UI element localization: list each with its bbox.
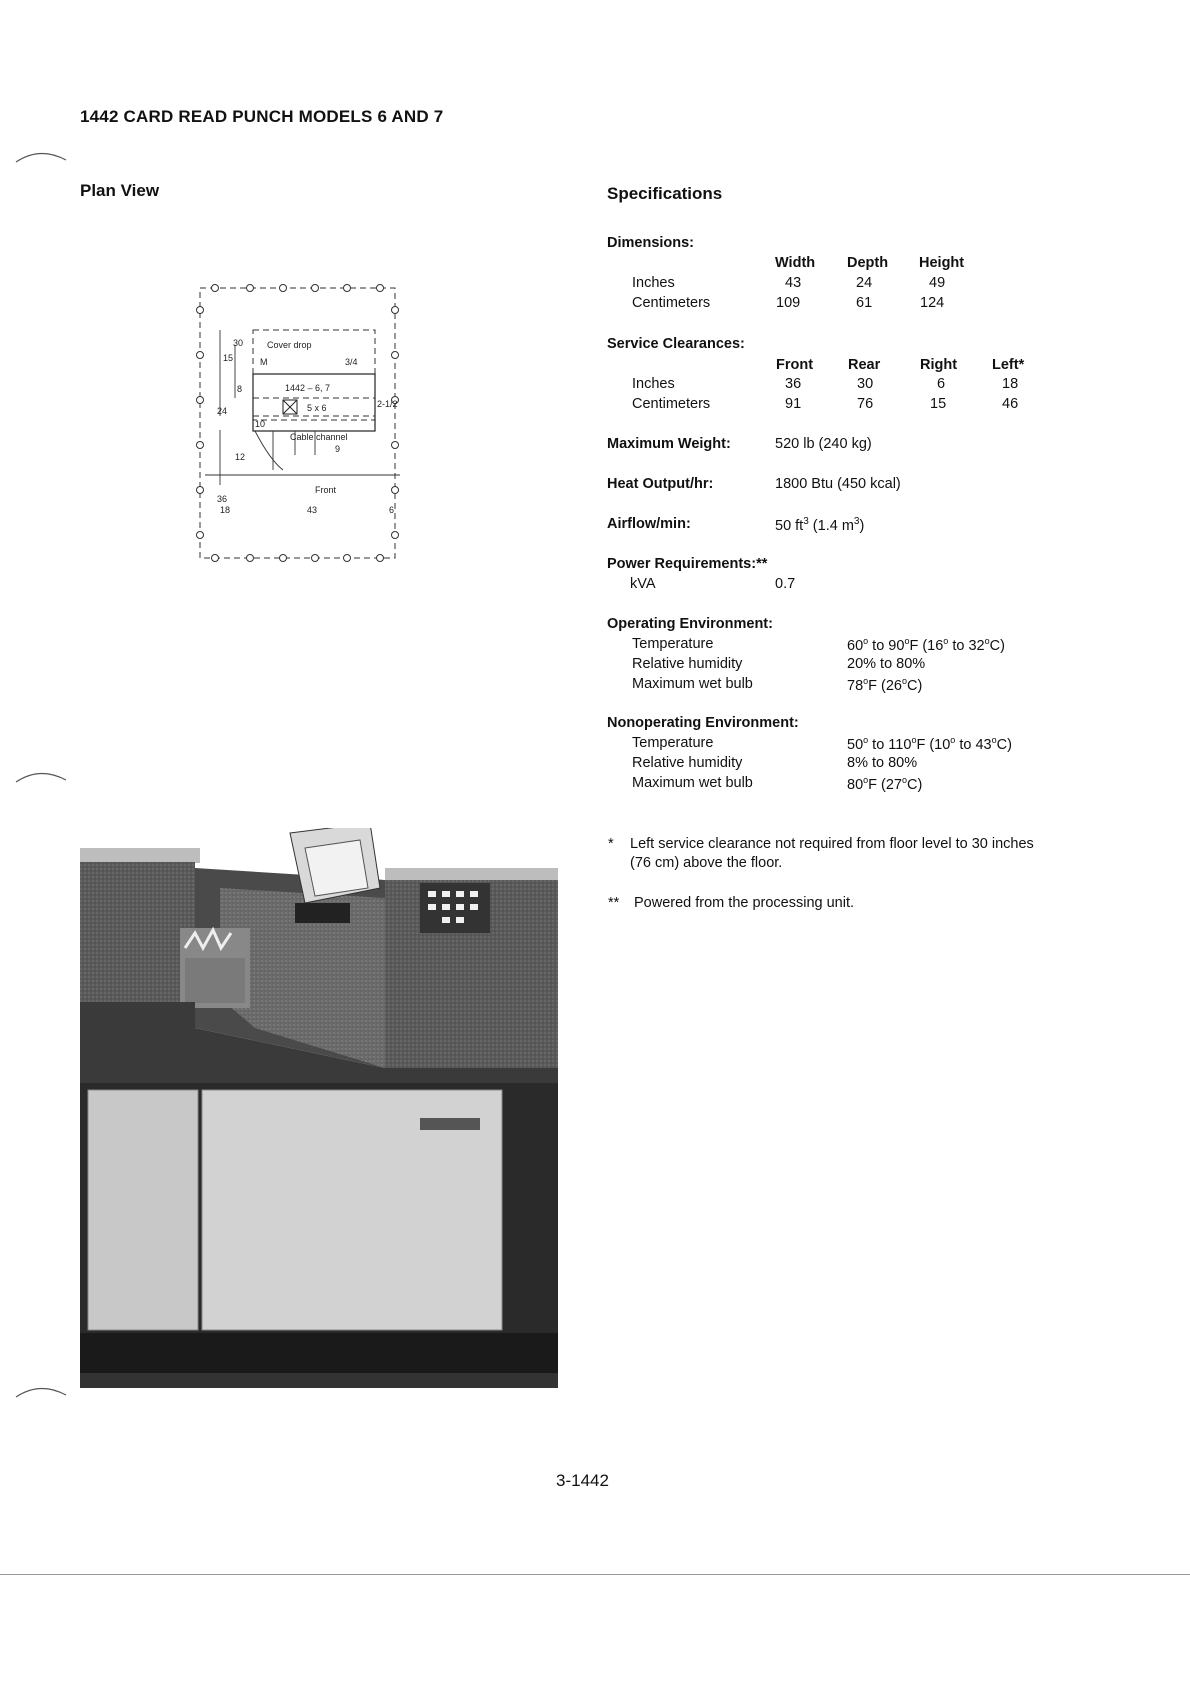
power-kva-label: kVA xyxy=(630,576,656,592)
boundary-markers xyxy=(197,285,399,562)
heat-output-value: 1800 Btu (450 kcal) xyxy=(775,476,901,492)
dim-9-label: 9 xyxy=(335,444,341,454)
dim-12-label: 12 xyxy=(235,452,246,462)
plan-view-heading: Plan View xyxy=(80,181,160,200)
op-wetbulb-label: Maximum wet bulb xyxy=(632,676,753,692)
dim-header-width: Width xyxy=(775,255,816,271)
three-quarter-label: 3/4 xyxy=(345,357,358,367)
svc-row-label: Inches xyxy=(632,376,675,392)
dim-value: 124 xyxy=(920,295,945,311)
op-humidity-value: 20% to 80% xyxy=(847,656,926,672)
dim-10-label: 10 xyxy=(255,419,266,429)
dim-value: 43 xyxy=(785,275,802,291)
cover-drop-label: Cover drop xyxy=(267,340,312,350)
svc-header-rear: Rear xyxy=(848,357,881,373)
plan-view-diagram xyxy=(195,280,425,570)
dim-18-label: 18 xyxy=(220,505,231,515)
op-wetbulb-value: 78$^o$F (26$^o$C) xyxy=(847,676,923,694)
dim-header-height: Height xyxy=(919,255,965,271)
nonoperating-environment-label: Nonoperating Environment: xyxy=(607,715,799,731)
card-read-punch-photo xyxy=(80,828,560,1403)
dim-6-label: 6 xyxy=(389,505,395,515)
page-number: 3-1442 xyxy=(556,1471,609,1490)
dim-15-label: 15 xyxy=(223,353,234,363)
document-title: 1442 CARD READ PUNCH MODELS 6 AND 7 xyxy=(80,107,444,126)
op-temperature-value: 60$^o$ to 90$^o$F (16$^o$ to 32$^o$C) xyxy=(847,636,1005,654)
svc-row-label: Centimeters xyxy=(632,396,711,412)
margin-curve-mark xyxy=(12,140,72,170)
two-half-label: 2-1/2 xyxy=(377,399,398,409)
front-label: Front xyxy=(315,485,337,495)
m-label: M xyxy=(260,357,268,367)
op-humidity-label: Relative humidity xyxy=(632,656,743,672)
operating-environment-label: Operating Environment: xyxy=(607,616,773,632)
nonop-wetbulb-value: 80$^o$F (27$^o$C) xyxy=(847,775,923,793)
dimensions-label: Dimensions: xyxy=(607,235,695,251)
svc-value: 91 xyxy=(785,396,802,412)
nonop-temperature-label: Temperature xyxy=(632,735,714,751)
margin-curve-mark xyxy=(12,1375,72,1405)
power-requirements-label: Power Requirements:** xyxy=(607,556,768,572)
dim-36-label: 36 xyxy=(217,494,228,504)
svc-value: 18 xyxy=(1002,376,1019,392)
dim-24-label: 24 xyxy=(217,406,228,416)
note2-marker: ** xyxy=(608,895,620,911)
dim-value: 49 xyxy=(929,275,946,291)
note1-line2: (76 cm) above the floor. xyxy=(630,855,783,871)
svc-value: 30 xyxy=(857,376,874,392)
svc-header-right: Right xyxy=(920,357,958,373)
service-boundary xyxy=(200,288,395,558)
dim-row-label: Centimeters xyxy=(632,295,711,311)
svc-value: 15 xyxy=(930,396,947,412)
dim-value: 61 xyxy=(856,295,873,311)
dim-43-label: 43 xyxy=(307,505,318,515)
dim-row-label: Inches xyxy=(632,275,675,291)
dim-value: 24 xyxy=(856,275,873,291)
nonop-humidity-value: 8% to 80% xyxy=(847,755,918,771)
power-kva-value: 0.7 xyxy=(775,576,796,592)
note2-text: Powered from the processing unit. xyxy=(634,895,855,911)
svc-value: 46 xyxy=(1002,396,1019,412)
nonop-humidity-label: Relative humidity xyxy=(632,755,743,771)
cable-channel-label: Cable channel xyxy=(290,432,348,442)
svc-value: 6 xyxy=(937,376,946,392)
svc-value: 36 xyxy=(785,376,802,392)
max-weight-label: Maximum Weight: xyxy=(607,436,731,452)
airflow-label: Airflow/min: xyxy=(607,516,691,532)
specifications-heading: Specifications xyxy=(607,184,723,203)
dim-30-label: 30 xyxy=(233,338,244,348)
dim-header-depth: Depth xyxy=(847,255,889,271)
svc-header-left: Left* xyxy=(992,357,1025,373)
page-divider xyxy=(0,1574,1190,1575)
service-clearances-label: Service Clearances: xyxy=(607,336,745,352)
op-temperature-label: Temperature xyxy=(632,636,714,652)
nonop-temperature-value: 50$^o$ to 110$^o$F (10$^o$ to 43$^o$C) xyxy=(847,735,1012,753)
five-by-six-label: 5 x 6 xyxy=(307,403,327,413)
svc-value: 76 xyxy=(857,396,874,412)
note1-marker: * xyxy=(608,836,614,852)
svc-header-front: Front xyxy=(776,357,814,373)
max-weight-value: 520 lb (240 kg) xyxy=(775,436,872,452)
model-label: 1442 – 6, 7 xyxy=(285,383,331,393)
note1-line1: Left service clearance not required from floor level to 30 inches xyxy=(630,836,1034,852)
nonop-wetbulb-label: Maximum wet bulb xyxy=(632,775,753,791)
dim-8-label: 8 xyxy=(237,384,243,394)
heat-output-label: Heat Output/hr: xyxy=(607,476,714,492)
airflow-value: 50 $ft^3$ (1.4 $m^3$) xyxy=(775,516,865,534)
margin-curve-mark xyxy=(12,760,72,790)
dim-value: 109 xyxy=(776,295,801,311)
